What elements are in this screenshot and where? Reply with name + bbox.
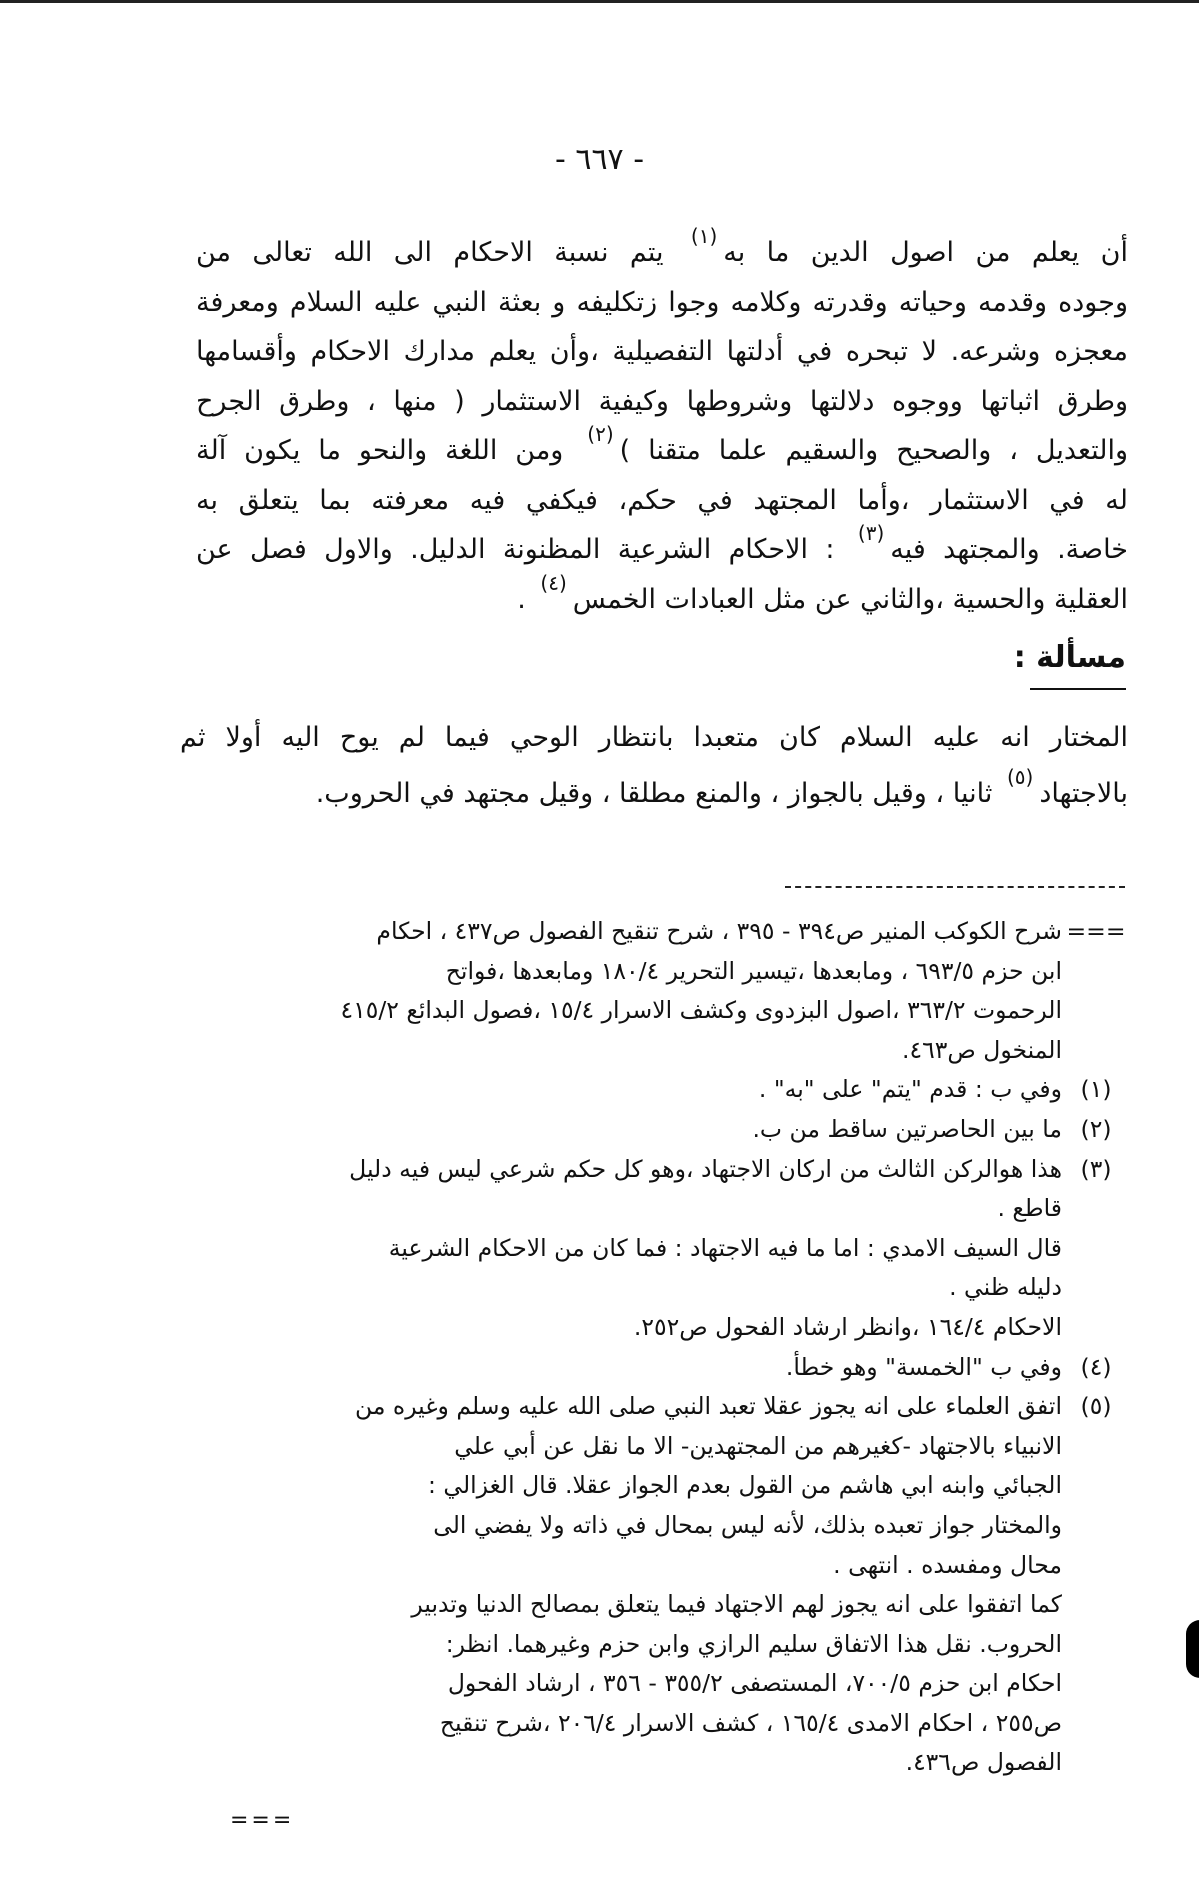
footnote-marker: (٤) xyxy=(1080,1352,1112,1381)
text-line xyxy=(196,224,1129,278)
footnote-marker: (٥) xyxy=(1080,1392,1112,1421)
footnote-line: دليله ظني . xyxy=(949,1273,1062,1302)
text-line xyxy=(196,327,1128,377)
text-line xyxy=(180,766,1128,822)
footnote-text xyxy=(180,1150,1062,1348)
footnote-line: الجبائي وابنه ابي هاشم من القول بعدم الجواز عقلا. قال الغزالي : xyxy=(427,1471,1062,1500)
footnote-reference: (٥) xyxy=(1006,765,1034,789)
footnote-reference: (٤) xyxy=(540,570,567,595)
problem-paragraph xyxy=(180,710,1128,822)
section-heading: مسألة : xyxy=(1013,640,1126,675)
line-text-continued: : الاحكام الشرعية المظنونة الدليل. والاول فصل عن xyxy=(196,534,852,565)
footnote-line: شرح الكوكب المنير ص٣٩٤ - ٣٩٥ ، شرح تنقيح الفصول ص٤٣٧ ، احكام xyxy=(376,917,1062,945)
footnote-line: وفي ب "الخمسة" وهو خطأ. xyxy=(785,1352,1062,1381)
footnote-reference: (٣) xyxy=(857,521,885,545)
footnote-line: وفي ب : قدم "يتم" على "به" . xyxy=(758,1075,1062,1104)
footnote-marker: === xyxy=(1066,917,1126,945)
footnote-item xyxy=(180,1070,1130,1110)
top-border-line xyxy=(0,0,1199,3)
footnote-line: الفصول ص٤٣٦. xyxy=(905,1748,1062,1777)
footnote-marker: (٢) xyxy=(1080,1114,1112,1143)
footnote-text xyxy=(180,912,1062,1070)
text-line xyxy=(196,521,1128,575)
text-line xyxy=(180,710,1128,766)
footnote-line: والمختار جواز تعبده بذلك، لأنه ليس بمحال في ذاته ولا يفضي الى xyxy=(433,1510,1062,1539)
line-text-continued: . xyxy=(517,583,535,615)
footnote-marker: (١) xyxy=(1080,1075,1112,1104)
footnote-line: احكام ابن حزم ٧٠٠/٥، المستصفى ٣٥٥/٢ - ٣٥٦ ، ارشاد الفحول xyxy=(447,1669,1062,1698)
text-line xyxy=(196,278,1128,328)
scan-edge-mark xyxy=(1186,1620,1199,1678)
text-line xyxy=(196,377,1128,427)
footnote-separator xyxy=(785,886,1125,888)
text-line xyxy=(196,476,1128,526)
footnote-line: الانبياء بالاجتهاد -كغيرهم من المجتهدين- الا ما نقل عن أبي علي xyxy=(454,1431,1062,1460)
line-text: والتعديل ، والصحيح والسقيم علما متقنا ) xyxy=(619,435,1128,466)
line-text: المختار انه عليه السلام كان متعبدا بانتظار الوحي فيما لم يوح اليه أولا ثم xyxy=(180,722,1128,753)
footnote-text xyxy=(180,1348,1062,1388)
text-line xyxy=(196,422,1128,476)
footnote-item xyxy=(180,1387,1130,1783)
footnote-item xyxy=(180,912,1130,1070)
line-text: أن يعلم من اصول الدين ما به xyxy=(723,237,1129,268)
footnote-item xyxy=(180,1348,1130,1388)
line-text: وجوده وقدمه وحياته وقدرته وكلامه وجوا زتكليفه و بعثة النبي عليه السلام ومعرفة xyxy=(196,286,1128,318)
text-line xyxy=(196,570,1128,625)
footnote-text xyxy=(180,1070,1062,1110)
line-text: بالاجتهاد xyxy=(1039,778,1128,809)
line-text: خاصة. والمجتهد فيه xyxy=(890,534,1128,565)
footnote-line: ص٢٥٥ ، احكام الامدى ١٦٥/٤ ، كشف الاسرار ٢٠٦/٤ ،شرح تنقيح xyxy=(439,1708,1062,1737)
footnote-line: المنخول ص٤٦٣. xyxy=(902,1035,1062,1064)
footnote-line: هذا هوالركن الثالث من اركان الاجتهاد ،وهو كل حكم شرعي ليس فيه دليل xyxy=(349,1154,1062,1183)
line-text-continued: ومن اللغة والنحو ما يكون آلة xyxy=(196,435,582,466)
footnote-line: الرحموت ٣٦٣/٢ ،اصول البزدوى وكشف الاسرار ١٥/٤ ،فصول البدائع ٤١٥/٢ xyxy=(340,996,1062,1025)
footnote-line: اتفق العلماء على انه يجوز عقلا تعبد النبي صلى الله عليه وسلم وغيره من xyxy=(354,1392,1062,1421)
line-text-continued: ثانيا ، وقيل بالجواز ، والمنع مطلقا ، وقيل مجتهد في الحروب. xyxy=(315,778,1001,809)
footnote-line: ما بين الحاصرتين ساقط من ب. xyxy=(752,1114,1062,1143)
line-text: وطرق اثباتها ووجوه دلالتها وشروطها وكيفية الاستثمار ( منها ، وطرق الجرح xyxy=(196,385,1128,417)
footnote-line: الاحكام ١٦٤/٤ ،وانظر ارشاد الفحول ص٢٥٢. xyxy=(633,1312,1062,1341)
heading-underline xyxy=(1030,688,1126,690)
main-paragraph xyxy=(196,224,1129,624)
line-text-continued: يتم نسبة الاحكام الى الله تعالى من xyxy=(196,237,685,268)
footnote-text xyxy=(180,1387,1062,1783)
footnote-reference: (١) xyxy=(690,224,718,248)
line-text: معجزه وشرعه. لا تبحره في أدلتها التفصيلية ،وأن يعلم مدارك الاحكام وأقسامها xyxy=(196,336,1128,367)
footnote-line: كما اتفقوا على انه يجوز لهم الاجتهاد فيما يتعلق بمصالح الدنيا وتدبير xyxy=(411,1590,1062,1619)
line-text: العقلية والحسية ،والثاني عن مثل العبادات الخمس xyxy=(572,583,1128,615)
footnote-item xyxy=(180,1150,1130,1348)
footnote-item xyxy=(180,1110,1130,1150)
footnote-line: الحروب. نقل هذا الاتفاق سليم الرازي وابن حزم وغيرهما. انظر: xyxy=(445,1629,1062,1658)
footnote-line: محال ومفسده . انتهى . xyxy=(833,1550,1062,1579)
footnote-line: ابن حزم ٦٩٣/٥ ، ومابعدها ،تيسير التحرير ١٨٠/٤ ومابعدها ،فواتح xyxy=(445,956,1062,985)
line-text: له في الاستثمار ،وأما المجتهد في حكم، فيكفي فيه معرفته بما يتعلق به xyxy=(196,484,1128,516)
footnote-reference: (٢) xyxy=(587,422,614,446)
footnote-marker: (٣) xyxy=(1080,1154,1112,1183)
footnote-text xyxy=(180,1110,1062,1150)
footnote-line: قاطع . xyxy=(997,1194,1062,1223)
footnote-line: قال السيف الامدي : اما ما فيه الاجتهاد : فما كان من الاحكام الشرعية xyxy=(388,1233,1062,1262)
end-marker: === xyxy=(230,1808,295,1833)
page-number: - ٦٦٧ - xyxy=(554,142,645,177)
footnotes-section xyxy=(180,912,1130,1783)
